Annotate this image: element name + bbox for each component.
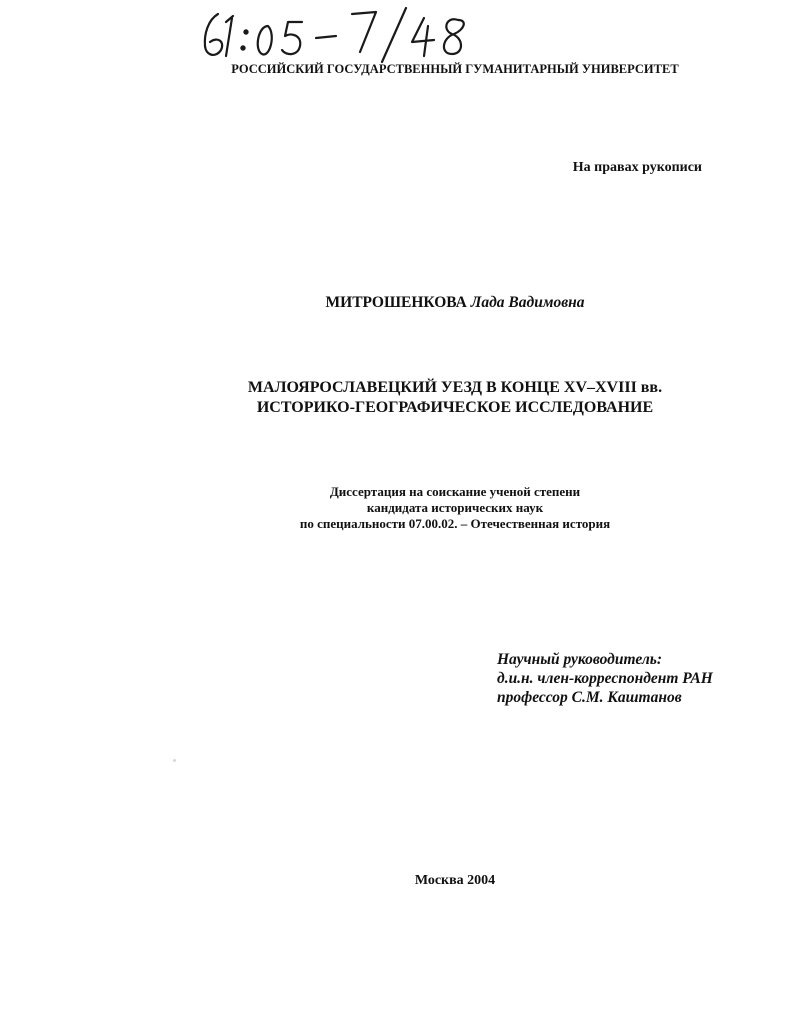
dissertation-description (0, 484, 794, 532)
handwritten-mark-drawing (196, 6, 486, 64)
handwritten-archive-mark (196, 6, 486, 64)
advisor-label: Научный руководитель: (497, 651, 663, 668)
title-line-2: ИСТОРИКО-ГЕОГРАФИЧЕСКОЕ ИССЛЕДОВАНИЕ (256, 399, 654, 416)
scan-speck (173, 759, 176, 762)
dissertation-line-3: по специальности 07.00.02. – Отечественная история (299, 516, 611, 531)
dissertation-line-1: Диссертация на соискание ученой степени (329, 484, 581, 499)
advisor-degree: д.и.н. член-корреспондент РАН (497, 670, 713, 687)
university-name: РОССИЙСКИЙ ГОСУДАРСТВЕННЫЙ ГУМАНИТАРНЫЙ УНИВЕРСИТЕТ (231, 62, 679, 76)
city-and-year: Москва 2004 (414, 873, 496, 888)
dissertation-line-2: кандидата исторических наук (366, 500, 544, 515)
manuscript-rights-note: На правах рукописи (572, 160, 702, 175)
author-surname: МИТРОШЕНКОВА (325, 294, 467, 311)
author-given-names: Лада Вадимовна (470, 294, 585, 311)
scientific-advisor (497, 650, 713, 707)
title-line-1: МАЛОЯРОСЛАВЕЦКИЙ УЕЗД В КОНЦЕ XV–XVIII вв. (247, 379, 663, 396)
author-name (0, 294, 794, 312)
advisor-name: профессор С.М. Каштанов (497, 689, 682, 706)
dissertation-title (0, 378, 794, 418)
